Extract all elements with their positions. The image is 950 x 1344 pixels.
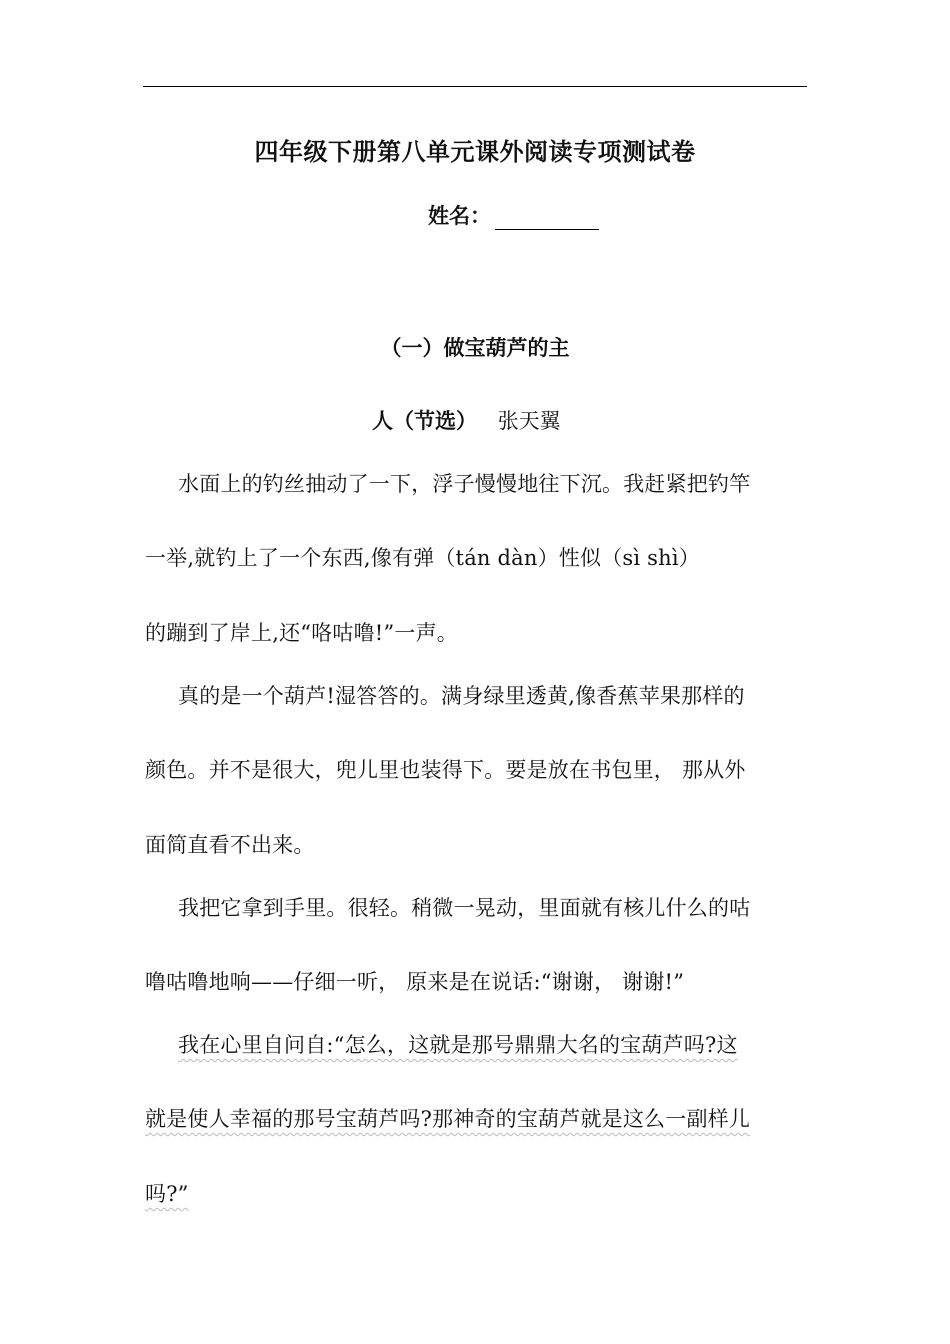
passage-line: 一举,就钓上了一个东西,像有弹（tán dàn）性似（sì shì） [145,546,700,570]
passage-line: 我在心里自问自:“怎么，这就是那号鼎鼎大名的宝葫芦吗?这 [178,1033,738,1057]
header-rule [143,86,807,87]
name-field [428,200,599,230]
passage-line: 吗?” [145,1182,189,1206]
passage-line: 我把它拿到手里。很轻。稍微一晃动，里面就有核儿什么的咕 [178,896,751,920]
name-label: 姓名： [428,204,491,228]
passage-line: 颜色。并不是很大，兜儿里也装得下。要是放在书包里， 那从外 [145,758,746,782]
passage-line: 真的是一个葫芦!湿答答的。满身绿里透黄,像香蕉苹果那样的 [178,684,745,708]
section-heading-continued: 人（节选） [372,409,477,433]
passage-line: 的蹦到了岸上,还“咯咕噜!”一声。 [145,621,458,645]
passage-line: 噜咕噜地响——仔细一听， 原来是在说话:“谢谢， 谢谢!” [145,970,685,994]
passage-line: 水面上的钓丝抽动了一下，浮子慢慢地往下沉。我赶紧把钓竿 [178,472,751,496]
section-heading: （一）做宝葫芦的主 [380,336,570,360]
passage-line: 就是使人幸福的那号宝葫芦吗?那神奇的宝葫芦就是这么一副样儿 [145,1107,751,1131]
page-title: 四年级下册第八单元课外阅读专项测试卷 [254,138,696,166]
section-subheading [372,405,561,435]
name-blank[interactable] [495,209,599,230]
passage-line: 面简直看不出来。 [145,833,315,857]
author-name: 张天翼 [497,409,561,433]
